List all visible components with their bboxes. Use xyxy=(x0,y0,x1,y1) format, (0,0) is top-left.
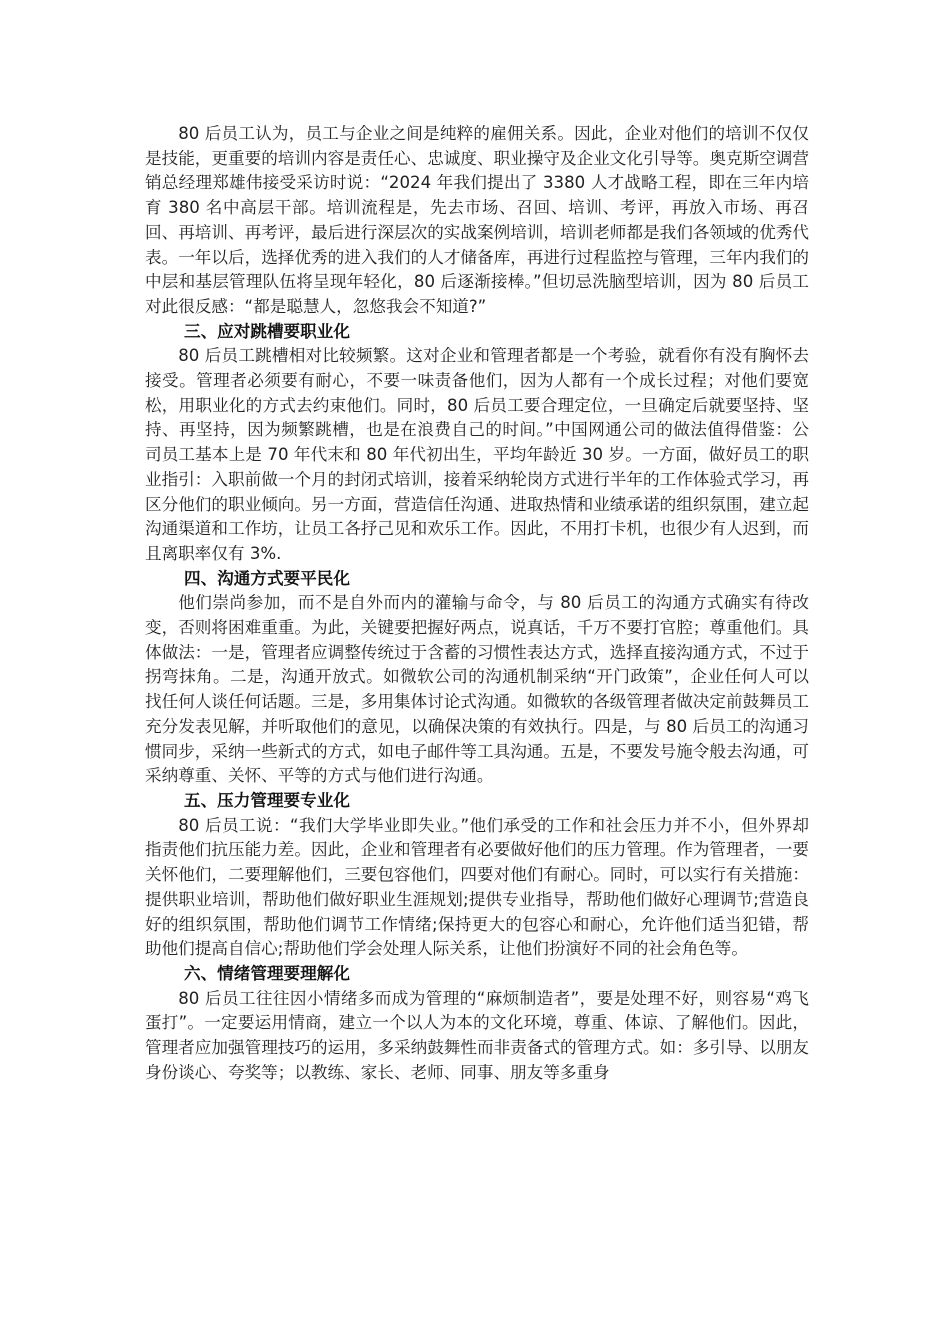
section-heading-stress: 五、压力管理要专业化 xyxy=(184,790,350,810)
section-heading-job-hopping: 三、应对跳槽要职业化 xyxy=(184,321,350,341)
paragraph-job-hopping: 80 后员工跳槽相对比较频繁。这对企业和管理者都是一个考验，就看你有没有胸怀去接受。管理者必须要有耐心，不要一味责备他们，因为人都有一个成长过程；对他们要宽松，用职业化的方式去约束他们。同时，80 后员工要合理定位，一旦确定后就要坚持、坚持、再坚持，因为频繁跳槽，也是在浪费自己的时间。”中国网通公司的做法值得借鉴：公司员工基本上是 70 年代末和 80 年代初出生，平均年龄近 30 岁。一方面，做好员工的职业指引：入职前做一个月的封闭式培训，接着采纳轮岗方式进行半年的工作体验式学习，再区分他们的职业倾向。另一方面，营造信任沟通、进取热情和业绩承诺的组织氛围，建立起沟通渠道和工作坊，让员工各抒己见和欢乐工作。因此，不用打卡机，也很少有人迟到，而且离职率仅有 3%. xyxy=(145,346,809,563)
document-body xyxy=(145,122,809,1085)
paragraph-training: 80 后员工认为，员工与企业之间是纯粹的雇佣关系。因此，企业对他们的培训不仅仅是技能，更重要的培训内容是责任心、忠诚度、职业操守及企业文化引导等。奥克斯空调营销总经理郑雄伟接受采访时说：“2024 年我们提出了 3380 人才战略工程，即在三年内培育 380 名中高层干部。培训流程是，先去市场、召回、培训、考评，再放入市场、再召回、再培训、再考评，最后进行深层次的实战案例培训，培训老师都是我们各领域的优秀代表。一年以后，选择优秀的进入我们的人才储备库，再进行过程监控与管理，三年内我们的中层和基层管理队伍将呈现年轻化，80 后逐渐接棒。”但切忌洗脑型培训，因为 80 后员工对此很反感：“都是聪慧人，忽悠我会不知道?” xyxy=(145,124,809,316)
paragraph-emotion: 80 后员工往往因小情绪多而成为管理的“麻烦制造者”，要是处理不好，则容易“鸡飞蛋打”。一定要运用情商，建立一个以人为本的文化环境，尊重、体谅、了解他们。因此，管理者应加强管理技巧的运用，多采纳鼓舞性而非责备式的管理方式。如：多引导、以朋友身份谈心、夸奖等；以教练、家长、老师、同事、朋友等多重身 xyxy=(145,988,809,1082)
section-heading-communication: 四、沟通方式要平民化 xyxy=(184,568,350,588)
section-heading-emotion: 六、情绪管理要理解化 xyxy=(184,963,350,983)
paragraph-stress: 80 后员工说：“我们大学毕业即失业。”他们承受的工作和社会压力并不小，但外界却指责他们抗压能力差。因此，企业和管理者有必要做好他们的压力管理。作为管理者，一要关怀他们，二要理解他们，三要包容他们，四要对他们有耐心。同时，可以实行有关措施：提供职业培训，帮助他们做好职业生涯规划;提供专业指导，帮助他们做好心理调节;营造良好的组织氛围，帮助他们调节工作情绪;保持更大的包容心和耐心，允许他们适当犯错，帮助他们提高自信心;帮助他们学会处理人际关系，让他们扮演好不同的社会角色等。 xyxy=(145,815,809,959)
paragraph-communication: 他们崇尚参加，而不是自外而内的灌输与命令，与 80 后员工的沟通方式确实有待改变，否则将困难重重。为此，关键要把握好两点，说真话，千万不要打官腔；尊重他们。具体做法：一是，管理者应调整传统过于含蓄的习惯性表达方式，选择直接沟通方式，不过于拐弯抹角。二是，沟通开放式。如微软公司的沟通机制采纳“开门政策”，企业任何人可以找任何人谈任何话题。三是，多用集体讨论式沟通。如微软的各级管理者做决定前鼓舞员工充分发表见解，并听取他们的意见，以确保决策的有效执行。四是，与 80 后员工的沟通习惯同步，采纳一些新式的方式，如电子邮件等工具沟通。五是，不要发号施令般去沟通，可采纳尊重、关怀、平等的方式与他们进行沟通。 xyxy=(145,593,809,786)
